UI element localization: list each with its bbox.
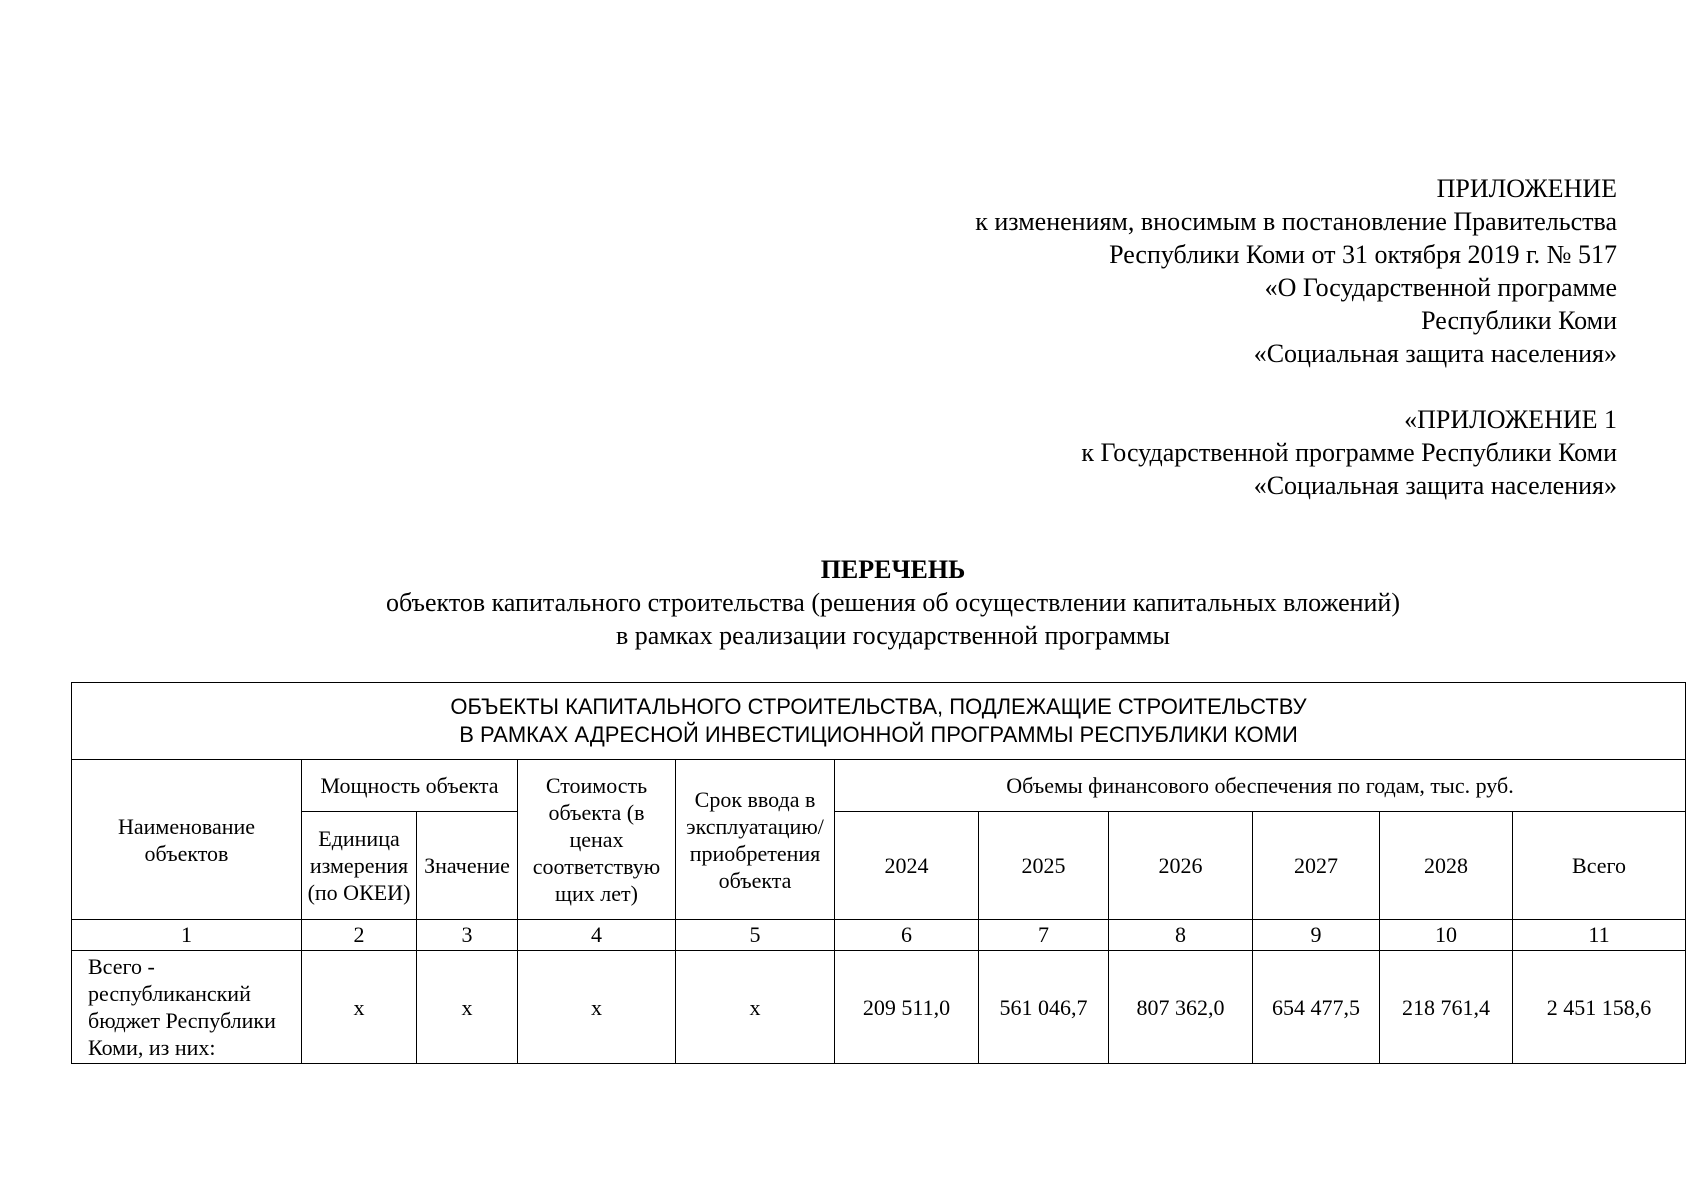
column-number: 9 <box>1253 920 1380 951</box>
row-name-line: Коми, из них: <box>88 1035 216 1060</box>
banner-line: ОБЪЕКТЫ КАПИТАЛЬНОГО СТРОИТЕЛЬСТВА, ПОДЛЕЖАЩИЕ СТРОИТЕЛЬСТВУ <box>450 694 1307 719</box>
header-cost-line: объекта (в <box>548 800 645 825</box>
column-number: 11 <box>1513 920 1686 951</box>
document-title: ПЕРЕЧЕНЬ <box>820 555 966 584</box>
table-banner-row <box>72 683 1686 760</box>
attachment-line: «Социальная защита населения» <box>1253 339 1617 368</box>
header-name-line: объектов <box>144 840 229 866</box>
header-unit-line: (по ОКЕИ) <box>307 880 411 905</box>
column-number-row <box>72 920 1686 951</box>
attachment-line: Республики Коми от 31 октября 2019 г. № 517 <box>1109 240 1617 269</box>
cell-2025: 561 046,7 <box>979 951 1109 1064</box>
header-year: 2024 <box>835 812 979 920</box>
attachment-line: Республики Коми <box>1421 306 1617 335</box>
header-cost-line: ценах <box>569 827 624 852</box>
appendix-line: к Государственной программе Республики Коми <box>1081 438 1617 467</box>
cell-2026: 807 362,0 <box>1109 951 1253 1064</box>
header-term-line: эксплуатацию/ <box>686 813 824 839</box>
table-banner <box>72 683 1686 760</box>
objects-table <box>71 682 1686 1064</box>
table-header-row <box>72 760 1686 812</box>
column-number: 4 <box>518 920 676 951</box>
header-term-line: Срок ввода в <box>694 786 816 812</box>
cell-unit: х <box>302 951 417 1064</box>
document-subtitle: в рамках реализации государственной программы <box>616 621 1170 650</box>
column-number: 2 <box>302 920 417 951</box>
header-cost-line: щих лет) <box>555 881 638 906</box>
column-number: 1 <box>72 920 302 951</box>
column-number: 5 <box>676 920 835 951</box>
header-unit-line: Единица <box>318 826 400 851</box>
document-heading <box>0 553 1697 652</box>
document-subtitle: объектов капитального строительства (решения об осуществлении капитальных вложений) <box>385 588 1401 617</box>
column-number: 6 <box>835 920 979 951</box>
header-year: 2028 <box>1380 812 1513 920</box>
header-funding: Объемы финансового обеспечения по годам, тыс. руб. <box>835 760 1686 812</box>
header-capacity: Мощность объекта <box>302 760 518 812</box>
banner-line: В РАМКАХ АДРЕСНОЙ ИНВЕСТИЦИОННОЙ ПРОГРАММЫ РЕСПУБЛИКИ КОМИ <box>459 722 1298 747</box>
header-value: Значение <box>417 812 518 920</box>
header-cost-line: соответствую <box>532 854 661 879</box>
header-year: 2025 <box>979 812 1109 920</box>
cell-term: х <box>676 951 835 1064</box>
cell-value: х <box>417 951 518 1064</box>
cell-cost: х <box>518 951 676 1064</box>
header-name-line: Наименование <box>117 813 256 839</box>
header-term <box>676 760 835 920</box>
appendix-line: «Социальная защита населения» <box>1253 471 1617 500</box>
row-name <box>72 951 302 1064</box>
header-term-line: объекта <box>718 867 792 893</box>
header-cost <box>518 760 676 920</box>
table-subheader-row <box>72 812 1686 920</box>
cell-2027: 654 477,5 <box>1253 951 1380 1064</box>
attachment-line: ПРИЛОЖЕНИЕ <box>1436 174 1617 203</box>
header-term-line: приобретения <box>689 840 821 866</box>
appendix-line: «ПРИЛОЖЕНИЕ 1 <box>1404 405 1617 434</box>
cell-total: 2 451 158,6 <box>1513 951 1686 1064</box>
column-number: 3 <box>417 920 518 951</box>
header-year: 2026 <box>1109 812 1253 920</box>
cell-2028: 218 761,4 <box>1380 951 1513 1064</box>
row-name-line: Всего - <box>88 954 155 979</box>
column-number: 8 <box>1109 920 1253 951</box>
header-total: Всего <box>1513 812 1686 920</box>
row-name-line: бюджет Республики <box>88 1008 276 1033</box>
row-name-line: республиканский <box>88 981 251 1006</box>
header-year: 2027 <box>1253 812 1380 920</box>
header-cost-line: Стоимость <box>545 773 648 798</box>
column-number: 7 <box>979 920 1109 951</box>
header-unit <box>302 812 417 920</box>
column-number: 10 <box>1380 920 1513 951</box>
attachment-line: «О Государственной программе <box>1264 273 1617 302</box>
attachment-line: к изменениям, вносимым в постановление Правительства <box>975 207 1617 236</box>
cell-2024: 209 511,0 <box>835 951 979 1064</box>
header-name <box>72 760 302 920</box>
header-unit-line: измерения <box>309 853 409 878</box>
attachment-spacer <box>975 370 1617 403</box>
attachment-header <box>975 172 1617 502</box>
table-row <box>72 951 1686 1064</box>
